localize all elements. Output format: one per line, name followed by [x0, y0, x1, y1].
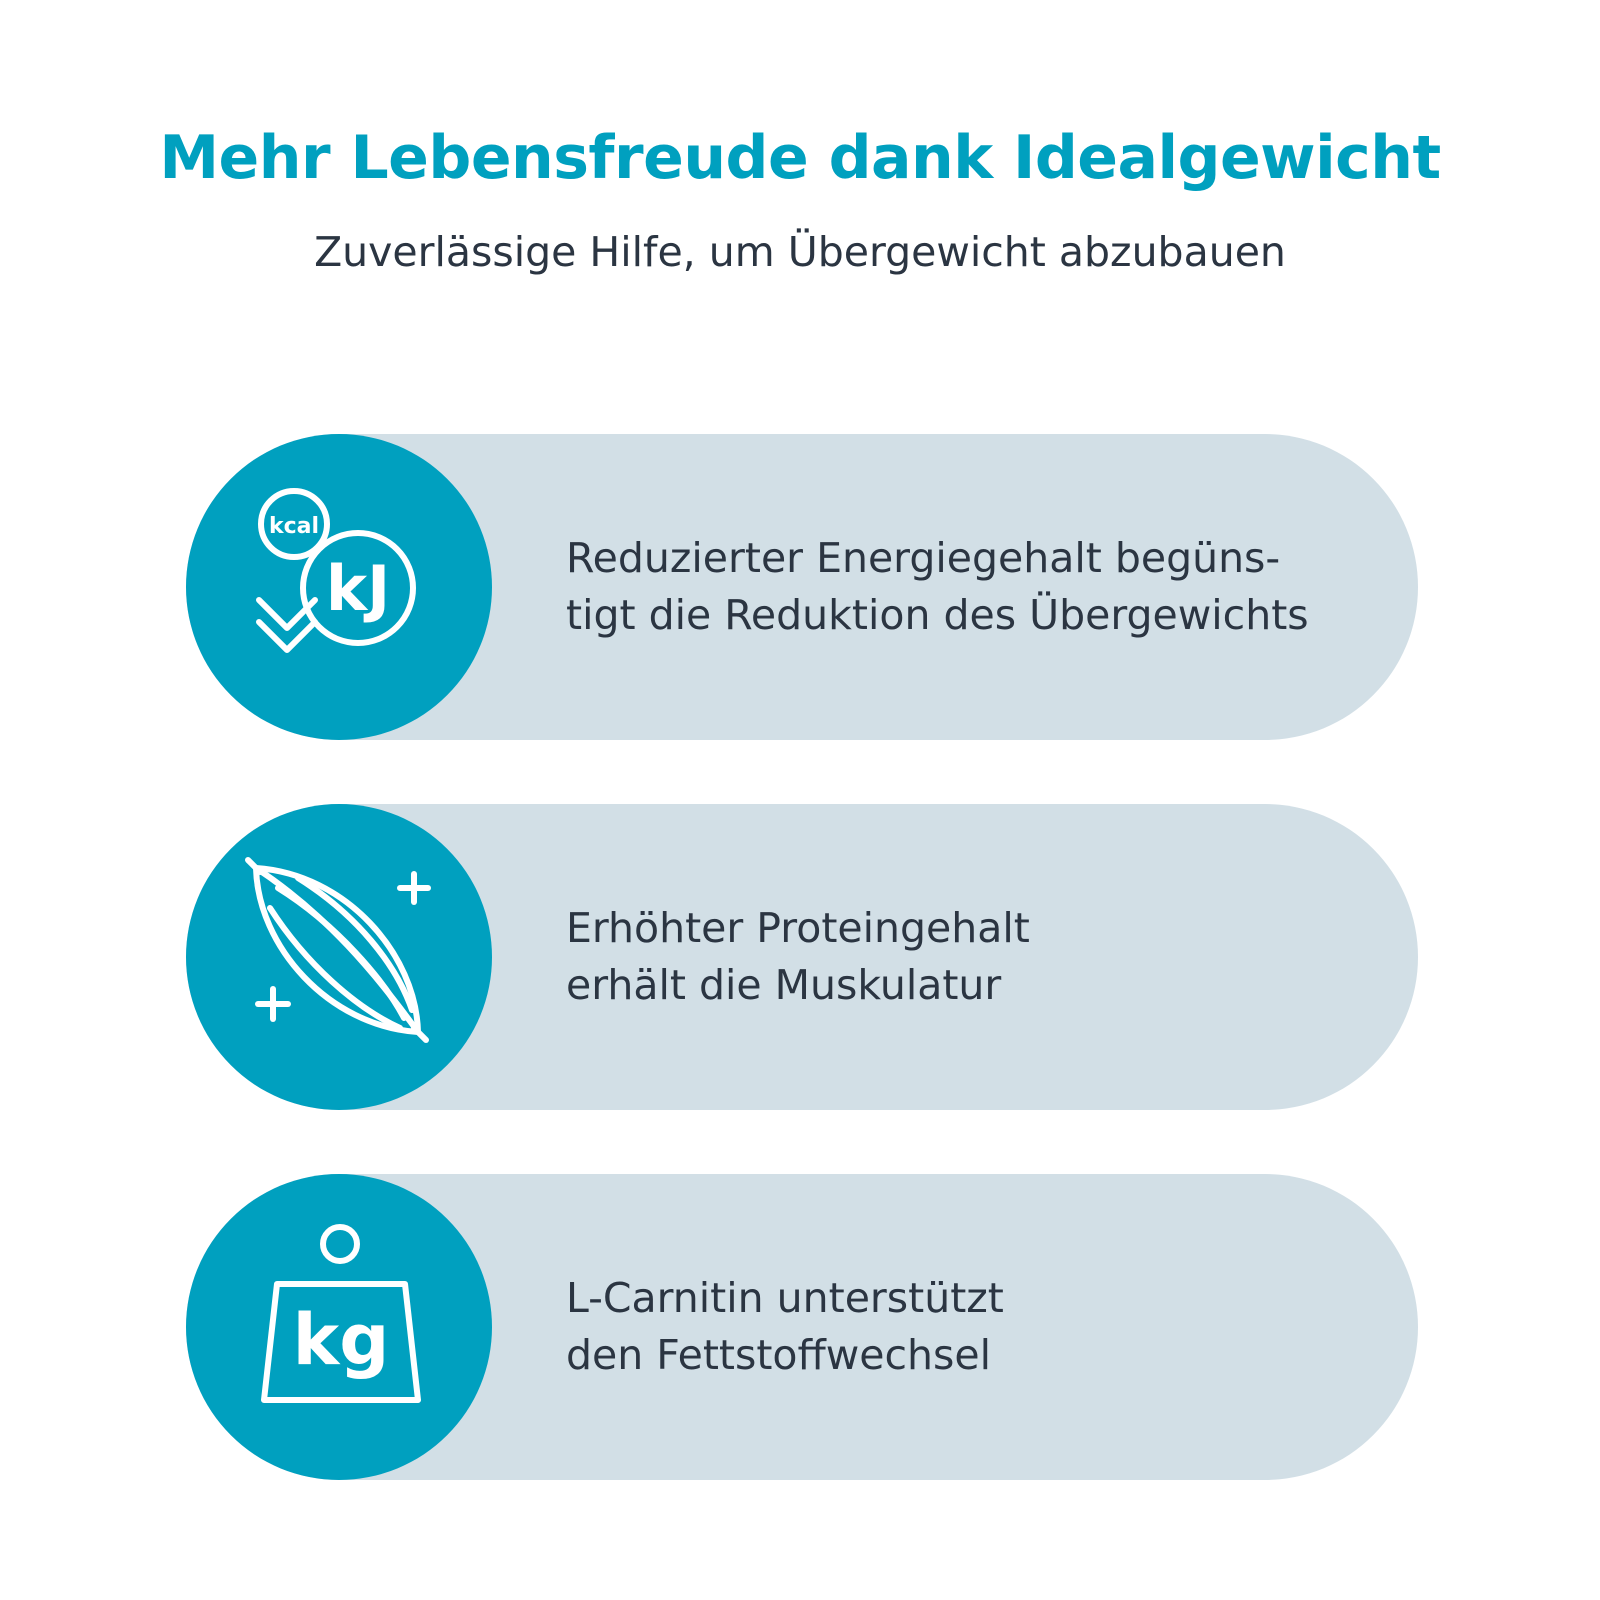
page-subtitle: Zuverlässige Hilfe, um Übergewicht abzubauen: [314, 228, 1286, 276]
benefit-text-line: tigt die Reduktion des Übergewichts: [566, 591, 1309, 639]
benefit-text: [566, 1270, 1386, 1384]
benefit-text-line: Reduzierter Energiegehalt begüns-: [566, 534, 1281, 582]
kj-icon-label: kJ: [325, 552, 391, 625]
benefit-text-line: Erhöhter Proteingehalt: [566, 904, 1030, 952]
benefit-text: [566, 530, 1386, 644]
kcal-icon-label: kcal: [268, 514, 320, 539]
muscle-icon: [186, 804, 492, 1110]
weight-icon-circle: [186, 1174, 492, 1480]
benefit-text-line: L-Carnitin unterstützt: [566, 1274, 1004, 1322]
energy-kcal-kj-icon: [186, 434, 492, 740]
energy-icon-circle: [186, 434, 492, 740]
benefit-card-protein: [186, 804, 1418, 1110]
benefit-card-energy: [186, 434, 1418, 740]
benefit-text: [566, 900, 1386, 1014]
benefit-card-carnitine: [186, 1174, 1418, 1480]
benefit-text-line: erhält die Muskulatur: [566, 961, 1002, 1009]
page-title: Mehr Lebensfreude dank Idealgewicht: [159, 123, 1441, 193]
muscle-icon-circle: [186, 804, 492, 1110]
weight-kg-icon: [186, 1174, 492, 1480]
benefit-text-line: den Fettstoffwechsel: [566, 1331, 992, 1379]
kg-icon-label: kg: [292, 1299, 390, 1381]
